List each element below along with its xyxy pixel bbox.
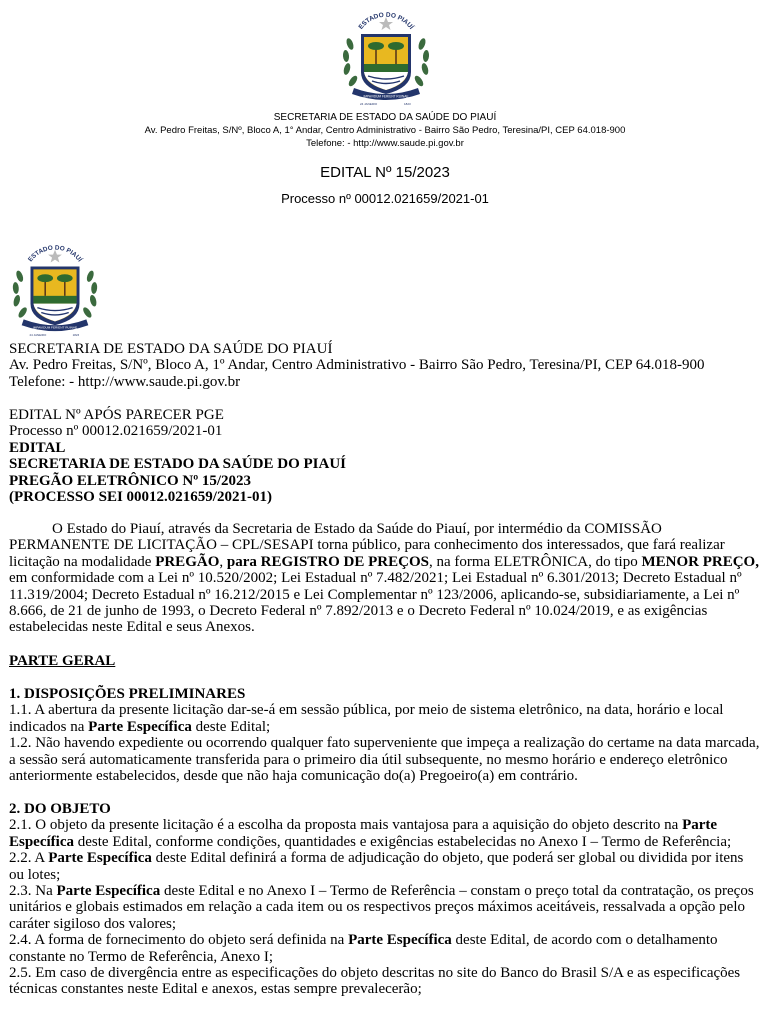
section-2-4-bold: Parte Específica [348, 932, 452, 949]
intro-text-3: , na forma ELETRÔNICA, do tipo [428, 553, 642, 570]
seal-date-right: 1823 [404, 102, 411, 106]
title-line-edital: EDITAL [9, 439, 66, 456]
section-2-1-bold: Parte Específica [9, 817, 718, 850]
header-processo: Processo nº 00012.021659/2021-01 [281, 191, 489, 206]
section-2-4-end: deste Edital, de acordo com o detalhamento constante no Termo de Referência, Anexo I; [9, 932, 718, 965]
section-2-2-bold: Parte Específica [48, 850, 152, 867]
second-header-address: Av. Pedro Freitas, S/Nº, Bloco A, 1º Andar, Centro Administrativo - Bairro São Pedro, Teresina/PI, CEP 64.018-900 [9, 357, 705, 374]
intro-text-2: , [219, 553, 227, 570]
section-2-1-text: 2.1. O objeto da presente licitação é a escolha da proposta mais vantajosa para a aquisição do objeto descrito na [9, 817, 683, 834]
parte-geral-heading: PARTE GERAL [9, 653, 116, 669]
seal-ribbon-text: IMPAVIDUM FERIENT RUINAE [363, 94, 409, 99]
title-line-edital-pge: EDITAL Nº APÓS PARECER PGE [9, 407, 224, 423]
seal-small-ribbon-text: IMPAVIDUM FERIENT RUINAE [32, 325, 78, 330]
section-2 [9, 801, 761, 998]
section-2-3-end: deste Edital e no Anexo I – Termo de Referência – constam o preço total da contratação, os preços unitários e globais estimados em relação a cada item ou os respectivos preços máximos aceitáveis, ressalvada a opção pelo caráter sigiloso dos valores; [9, 883, 754, 932]
header-org: SECRETARIA DE ESTADO DA SAÚDE DO PIAUÍ [273, 112, 497, 123]
section-1-2-text: 1.2. Não havendo expediente ou ocorrendo qualquer fato superveniente que impeça a realização do certame na data marcada, a sessão será automaticamente transferida para o primeiro dia útil subsequente, no mesmo horário e endereço eletrônico anteriormente estabelecidos, desde que não haja comunicação do(a) Pregoeiro(a) em contrário. [9, 735, 760, 785]
section-1-title: 1. DISPOSIÇÕES PRELIMINARES [9, 686, 246, 702]
section-1 [9, 686, 761, 784]
title-line-org: SECRETARIA DE ESTADO DA SAÚDE DO PIAUÍ [9, 456, 347, 473]
section-2-2-text: 2.2. A [9, 850, 49, 867]
second-header-org: SECRETARIA DE ESTADO DA SAÚDE DO PIAUÍ [9, 341, 333, 357]
seal-small-date-right: 1823 [72, 333, 80, 338]
second-header-phone: Telefone: - http://www.saude.pi.gov.br [9, 373, 241, 390]
seal-arc-text: ESTADO DO PIAUÍ [357, 11, 415, 31]
intro-paragraph [9, 521, 761, 636]
section-1-1-bold: Parte Específica [88, 718, 192, 735]
state-seal-logo-small [6, 236, 104, 340]
seal-small-arc-text: ESTADO DO PIAUÍ [26, 244, 84, 264]
header-phone: Telefone: - http://www.saude.pi.gov.br [306, 138, 464, 149]
title-block [9, 407, 761, 505]
section-2-3-bold: Parte Específica [56, 883, 161, 900]
intro-bold-registro: para REGISTRO DE PREÇOS [226, 553, 429, 570]
intro-bold-menor-preco: MENOR PREÇO, [641, 553, 759, 570]
header-edital-number: EDITAL Nº 15/2023 [320, 164, 450, 181]
section-2-2-end: deste Edital definirá a forma de adjudicação do objeto, que poderá ser global ou dividida por itens ou lotes; [9, 850, 744, 883]
section-2-4-text: 2.4. A forma de fornecimento do objeto será definida na [9, 932, 349, 949]
header-address: Av. Pedro Freitas, S/Nº, Bloco A, 1° Andar, Centro Administrativo - Bairro São Pedro, Teresina/PI, CEP 64.018-900 [144, 125, 626, 136]
section-2-title: 2. DO OBJETO [9, 801, 111, 817]
seal-date-left: 24 JANEIRO [360, 102, 378, 106]
section-2-3-text: 2.3. Na [9, 883, 57, 900]
intro-bold-pregao: PREGÃO [155, 553, 220, 570]
section-1-1-end: deste Edital; [191, 718, 271, 735]
title-line-pregao: PREGÃO ELETRÔNICO Nº 15/2023 [9, 472, 252, 489]
section-2-5-text: 2.5. Em caso de divergência entre as especificações do objeto descritas no site do Banco do Brasil S/A e as especificações técnicas constantes neste Edital e anexos, estas sempre prevalecerão; [9, 965, 741, 998]
title-line-processo-sei: (PROCESSO SEI 00012.021659/2021-01) [9, 489, 272, 506]
state-seal-logo [336, 4, 436, 108]
seal-small-date-left: 24 JANEIRO [29, 333, 47, 338]
section-1-1-text: 1.1. A abertura da presente licitação dar-se-á em sessão pública, por meio de sistema eletrônico, na data, horário e local indicados na [9, 702, 724, 735]
title-line-processo: Processo nº 00012.021659/2021-01 [9, 423, 223, 440]
intro-text-4: em conformidade com a Lei nº 10.520/2002; Lei Estadual nº 7.482/2021; Lei Estadual nº 6.301/2013; Decreto Estadual nº 11.319/2004; Decreto Estadual nº 16.212/2015 e Lei Complementar nº 123/2006, aplicando-se, subsidiariamente, a Lei nº 8.666, de 21 de junho de 1993, o Decreto Federal nº 7.892/2013 e o Decreto Federal nº 10.024/2019, e as exigências estabelecidas neste Edital e seus Anexos. [9, 570, 742, 636]
intro-text-1: O Estado do Piauí, através da Secretaria de Estado da Saúde do Piauí, por intermédio da COMISSÃO PERMANENTE DE LICITAÇÃO – CPL/SESAPI torna público, para conhecimento dos interessados, que fará realizar licitação na modalidade [9, 521, 725, 570]
second-header [9, 341, 761, 390]
section-2-1-end: deste Edital, conforme condições, quantidades e exigências estabelecidas no Anexo I – Termo de Referência; [74, 833, 732, 850]
